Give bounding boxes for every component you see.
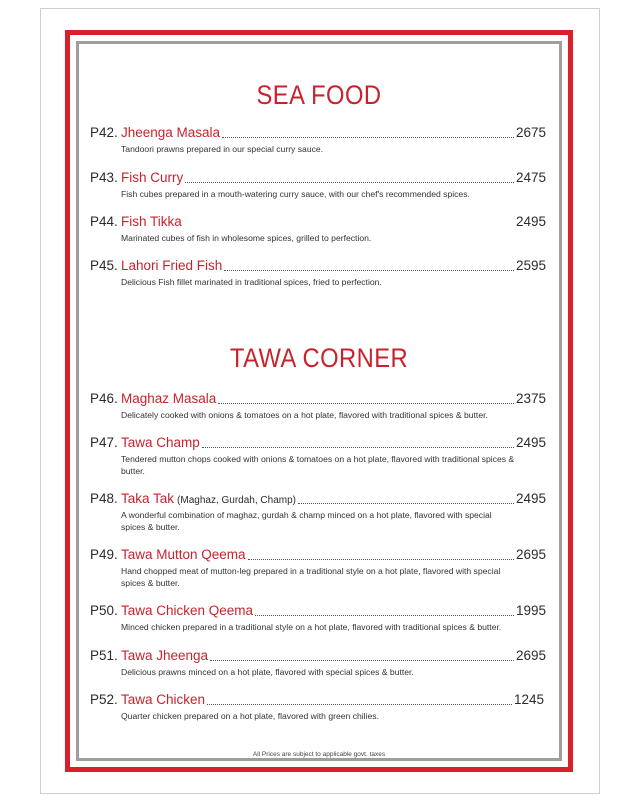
item-price: 2695 [515, 648, 546, 663]
menu-item [90, 435, 546, 477]
item-code: P42. [90, 125, 118, 140]
item-description: Hand chopped meat of mutton-leg prepared in a traditional style on a hot plate, flavored with special spices & butter. [121, 566, 501, 588]
item-name: Tawa Jheenga [121, 648, 209, 663]
menu-item [90, 603, 546, 634]
item-note: (Maghaz, Gurdah, Champ) [177, 495, 296, 506]
item-description: A wonderful combination of maghaz, gurdah & champ minced on a hot plate, flavored with special spices & butter. [121, 510, 492, 532]
footer-text: All Prices are subject to applicable govt. taxes [247, 751, 391, 758]
item-name: Maghaz Masala [121, 391, 217, 406]
item-code: P51. [90, 648, 118, 663]
item-price: 2495 [515, 214, 546, 229]
item-description: Tendered mutton chops cooked with onions & tomatoes on a hot plate, flavored with traditional spices & butter. [121, 454, 515, 476]
section-title-sea-food: SEA FOOD [256, 80, 382, 110]
menu-item [90, 258, 546, 289]
item-name: Taka Tak [121, 491, 175, 506]
menu-item [90, 648, 546, 679]
item-code: P43. [90, 170, 118, 185]
dot-leader [207, 703, 512, 705]
menu-item [90, 170, 546, 201]
item-code: P45. [90, 258, 118, 273]
item-name: Tawa Chicken [121, 692, 206, 707]
item-code: P47. [90, 435, 118, 450]
dot-leader [248, 558, 514, 560]
item-description: Delicious prawns minced on a hot plate, flavored with special spices & butter. [121, 667, 414, 677]
item-name: Fish Curry [121, 170, 184, 185]
item-name: Jheenga Masala [121, 125, 221, 140]
item-name: Fish Tikka [121, 214, 182, 229]
item-price: 1245 [513, 692, 544, 707]
item-name: Tawa Mutton Qeema [121, 547, 246, 562]
section-title-tawa-corner: TAWA CORNER [229, 343, 409, 373]
item-name: Tawa Champ [121, 435, 200, 450]
item-code: P44. [90, 214, 118, 229]
item-price: 2375 [515, 391, 546, 406]
dot-leader [298, 502, 514, 504]
dot-leader [218, 402, 514, 404]
menu-item [90, 491, 546, 533]
item-name: Lahori Fried Fish [121, 258, 223, 273]
item-description: Fish cubes prepared in a mouth-watering curry sauce, with our chef's recommended spices. [121, 189, 470, 199]
dot-leader [222, 136, 514, 138]
dot-leader [224, 269, 514, 271]
item-code: P48. [90, 491, 118, 506]
menu-item [90, 692, 544, 723]
item-price: 2495 [515, 491, 546, 506]
item-price: 2695 [515, 547, 546, 562]
item-price: 1995 [515, 603, 546, 618]
menu-item [90, 391, 546, 422]
item-price: 2675 [515, 125, 546, 140]
menu-item [90, 214, 546, 245]
item-description: Marinated cubes of fish in wholesome spices, grilled to perfection. [121, 233, 372, 243]
item-code: P46. [90, 391, 118, 406]
item-description: Quarter chicken prepared on a hot plate, flavored with green chilies. [121, 711, 379, 721]
dot-leader [202, 446, 514, 448]
dot-leader [210, 659, 514, 661]
item-price: 2495 [515, 435, 546, 450]
item-description: Tandoori prawns prepared in our special curry sauce. [121, 144, 324, 154]
item-price: 2475 [515, 170, 546, 185]
menu-item [90, 125, 546, 156]
item-name: Tawa Chicken Qeema [121, 603, 254, 618]
item-description: Delicately cooked with onions & tomatoes on a hot plate, flavored with traditional spices & butter. [121, 410, 488, 420]
item-code: P52. [90, 692, 118, 707]
dot-leader [185, 181, 514, 183]
footer-note [0, 751, 638, 758]
item-price: 2595 [515, 258, 546, 273]
item-code: P49. [90, 547, 118, 562]
item-description: Delicious Fish fillet marinated in traditional spices, fried to perfection. [121, 277, 382, 287]
dot-leader [184, 226, 514, 227]
item-code: P50. [90, 603, 118, 618]
item-description: Minced chicken prepared in a traditional style on a hot plate, flavored with traditional spices & butter. [121, 622, 502, 632]
menu-item [90, 547, 546, 589]
dot-leader [255, 614, 514, 616]
